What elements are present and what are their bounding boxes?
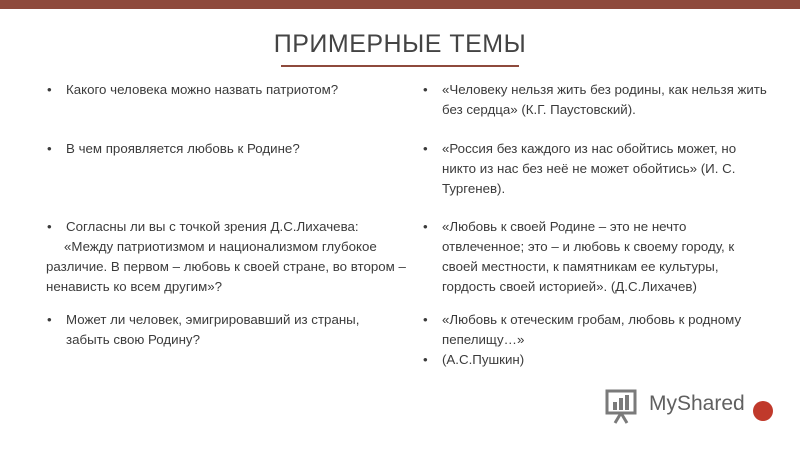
left-question-3: • Согласны ли вы с точкой зрения Д.С.Лихачева: «Между патриотизмом и национализмом глубокое различие. В первом – любовь к своей стране, во втором – ненависть ко всем другим»? (46, 219, 406, 294)
right-quote-paustovsky: • «Человеку нельзя жить без родины, как нельзя жить без сердца» (К.Г. Паустовский). (423, 82, 767, 117)
myshared-watermark (603, 385, 768, 427)
right-quote-likhachev: • «Любовь к своей Родине – это не нечто отвлеченное; это – и любовь к своему городу, к своей местности, к памятникам ее культуры, гордость своей историей». (Д.С.Лихачев) (423, 219, 735, 294)
right-author-pushkin: • (А.С.Пушкин) (442, 350, 782, 370)
top-accent-bar (0, 0, 800, 9)
bullet: • (423, 312, 428, 327)
bullet: • (47, 141, 52, 156)
watermark-text: MyShared (649, 392, 745, 415)
presentation-chart-icon (605, 387, 645, 425)
left-question-2: • В чем проявляется любовь к Родине? (66, 139, 386, 159)
bullet: • (423, 352, 428, 367)
right-quote-pushkin: • «Любовь к отеческим гробам, любовь к родному пепелищу…» (423, 312, 742, 347)
bullet: • (47, 312, 52, 327)
bullet: • (423, 82, 428, 97)
bullet: • (423, 219, 428, 234)
bullet: • (47, 82, 52, 97)
watermark-dot (753, 401, 773, 421)
bullet: • (47, 219, 52, 234)
left-question-1: • Какого человека можно назвать патриотом? (66, 80, 386, 100)
slide-title: ПРИМЕРНЫЕ ТЕМЫ (0, 30, 800, 67)
right-quote-turgenev: • «Россия без каждого из нас обойтись может, но никто из нас без неё не может обойтись» (И. С. Тургенев). (423, 141, 737, 196)
bullet: • (423, 141, 428, 156)
left-question-4: • Может ли человек, эмигрировавший из страны, забыть свою Родину? (47, 312, 360, 347)
